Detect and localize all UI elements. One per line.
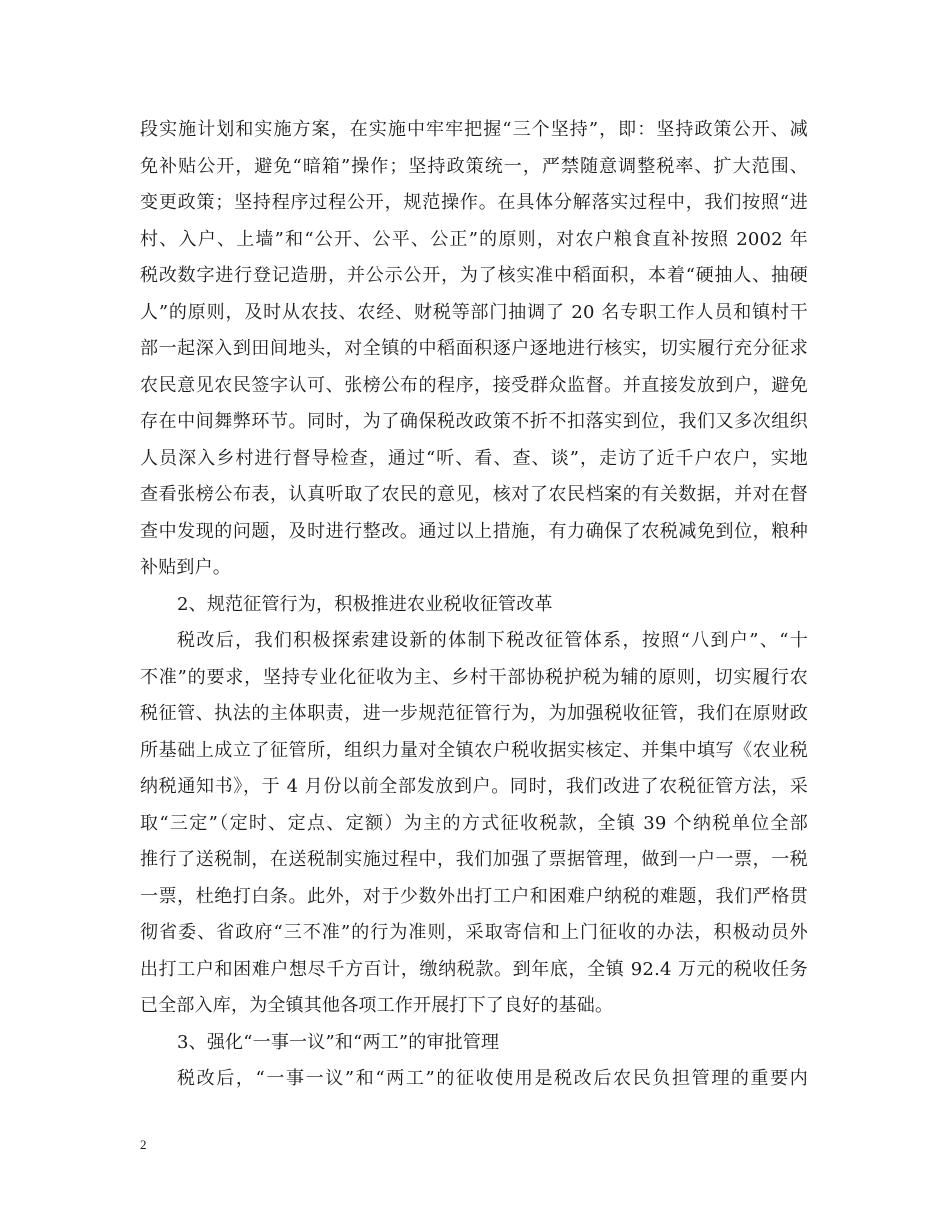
text-line: 所基础上成立了征管所，组织力量对全镇农户税收据实核定、并集中填写《农业税 bbox=[140, 739, 808, 761]
text-line: 查中发现的问题，及时进行整改。通过以上措施，有力确保了农税减免到位，粮种 bbox=[140, 520, 808, 542]
text-line: 农民意见农民签字认可、张榜公布的程序，接受群众监督。并直接发放到户，避免 bbox=[140, 374, 808, 396]
text-line: 2、规范征管行为，积极推进农业税收征管改革 bbox=[177, 593, 553, 615]
text-line: 不准”的要求，坚持专业化征收为主、乡村干部协税护税为辅的原则，切实履行农 bbox=[140, 666, 808, 688]
text-line: 3、强化“一事一议”和“两工”的审批管理 bbox=[177, 1031, 500, 1053]
text-line: 人员深入乡村进行督导检查，通过“听、看、查、谈”，走访了近千户农户，实地 bbox=[140, 447, 808, 469]
text-line: 变更政策；坚持程序过程公开，规范操作。在具体分解落实过程中，我们按照“进 bbox=[140, 192, 808, 213]
text-line: 补贴到户。 bbox=[140, 557, 231, 578]
text-line: 彻省委、省政府“三不准”的行为准则，采取寄信和上门征收的办法，积极动员外 bbox=[140, 922, 808, 943]
text-line: 存在中间舞弊环节。同时，为了确保税改政策不折不扣落实到位，我们又多次组织 bbox=[140, 411, 808, 432]
text-line: 推行了送税制，在送税制实施过程中，我们加强了票据管理，做到一户一票，一税 bbox=[140, 849, 808, 870]
text-line: 税改后，“一事一议”和“两工”的征收使用是税改后农民负担管理的重要内 bbox=[177, 1068, 808, 1089]
text-line: 查看张榜公布表，认真听取了农民的意见，核对了农民档案的有关数据，并对在督 bbox=[140, 484, 808, 505]
text-line: 取“三定”（定时、定点、定额）为主的方式征收税款，全镇 39 个纳税单位全部 bbox=[140, 812, 808, 834]
text-line: 出打工户和困难户想尽千方百计，缴纳税款。到年底，全镇 92.4 万元的税收任务 bbox=[140, 958, 808, 980]
text-line: 免补贴公开，避免“暗箱”操作；坚持政策统一，严禁随意调整税率、扩大范围、 bbox=[140, 155, 808, 177]
text-line: 段实施计划和实施方案，在实施中牢牢把握“三个坚持”，即：坚持政策公开、减 bbox=[140, 119, 808, 140]
text-line: 已全部入库，为全镇其他各项工作开展打下了良好的基础。 bbox=[140, 995, 614, 1016]
text-line: 村、入户、上墙”和“公开、公平、公正”的原则，对农户粮食直补按照 2002 年 bbox=[140, 228, 808, 250]
body-text bbox=[140, 112, 808, 1098]
text-line: 一票，杜绝打白条。此外，对于少数外出打工户和困难户纳税的难题，我们严格贯 bbox=[140, 885, 808, 907]
text-line: 税改后，我们积极探索建设新的体制下税改征管体系，按照“八到户”、“十 bbox=[177, 630, 808, 651]
text-line: 纳税通知书》，于 4 月份以前全部发放到户。同时，我们改进了农税征管方法，采 bbox=[140, 776, 808, 797]
page-number: 2 bbox=[140, 1137, 147, 1152]
text-line: 人”的原则，及时从农技、农经、财税等部门抽调了 20 名专职工作人员和镇村干 bbox=[140, 301, 808, 323]
text-line: 税征管、执法的主体职责，进一步规范征管行为，为加强税收征管，我们在原财政 bbox=[140, 703, 808, 724]
text-line: 部一起深入到田间地头，对全镇的中稻面积逐户逐地进行核实，切实履行充分征求 bbox=[140, 338, 808, 359]
text-line: 税改数字进行登记造册，并公示公开，为了核实准中稻面积，本着“硬抽人、抽硬 bbox=[140, 265, 808, 286]
